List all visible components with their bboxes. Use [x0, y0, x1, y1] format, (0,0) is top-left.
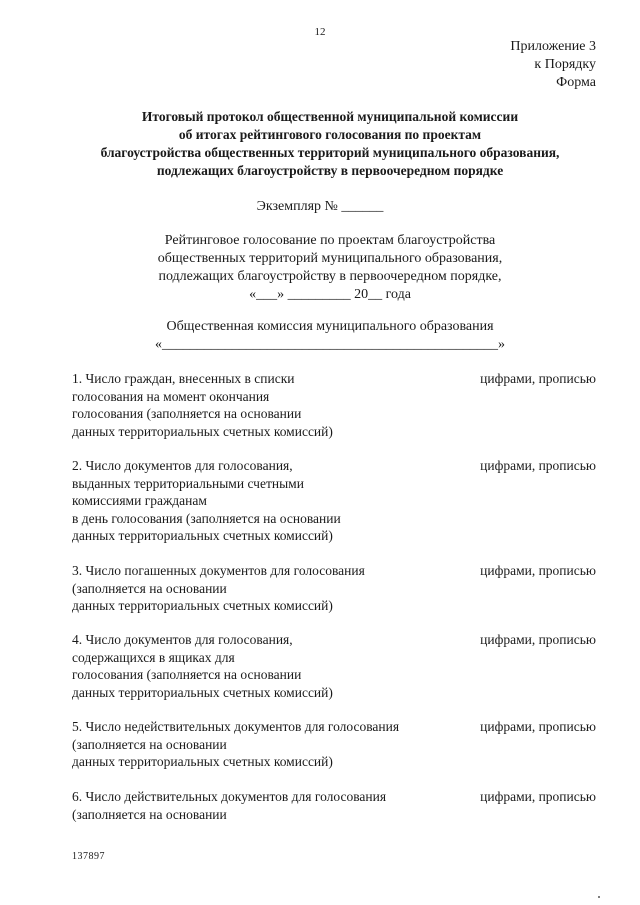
item-line: 1. Число граждан, внесенных в списки	[72, 371, 295, 386]
scan-artifact	[598, 896, 600, 898]
item-hint: цифрами, прописью	[480, 563, 596, 578]
document-code: 137897	[72, 851, 105, 862]
item-text	[72, 788, 462, 823]
protocol-item-6	[72, 788, 632, 823]
commission-name-blank: «________________________________________________»	[155, 337, 505, 352]
item-line: в день голосования (заполняется на основании	[72, 510, 341, 526]
item-text	[72, 631, 462, 701]
item-hint: цифрами, прописью	[480, 632, 596, 647]
item-line: голосования (заполняется на основании	[72, 667, 302, 682]
appendix-reference: к Порядку	[534, 57, 596, 72]
item-line: данных территориальных счетных комиссий)	[72, 598, 333, 613]
item-line: данных территориальных счетных комиссий)	[72, 528, 333, 543]
form-label: Форма	[556, 75, 596, 90]
title-line: благоустройства общественных территорий муниципального образования,	[100, 145, 560, 160]
voting-description	[40, 232, 620, 304]
voting-line: подлежащих благоустройству в первоочередном порядке,	[158, 269, 502, 284]
item-line: (заполняется на основании	[72, 580, 227, 596]
item-line: (заполняется на основании	[72, 806, 227, 822]
protocol-item-3	[72, 562, 632, 615]
item-hint: цифрами, прописью	[480, 719, 596, 734]
item-line: 5. Число недействительных документов для голосования	[72, 719, 400, 734]
item-line: 3. Число погашенных документов для голосования	[72, 563, 365, 578]
protocol-item-2	[72, 457, 632, 545]
voting-date-line: «___» _________ 20__ года	[249, 287, 411, 302]
item-line: данных территориальных счетных комиссий)	[72, 754, 333, 769]
item-line: (заполняется на основании	[72, 736, 227, 752]
item-hint: цифрами, прописью	[480, 458, 596, 473]
item-line: содержащихся в ящиках для	[72, 649, 235, 665]
appendix-label: Приложение 3	[510, 39, 596, 54]
item-text	[72, 718, 462, 771]
title-line: подлежащих благоустройству в первоочередном порядке	[156, 163, 504, 178]
title-line: об итогах рейтингового голосования по проектам	[178, 127, 482, 142]
copy-number-line: Экземпляр № ______	[256, 199, 384, 214]
protocol-item-4	[72, 631, 632, 701]
item-hint: цифрами, прописью	[480, 371, 596, 386]
item-text	[72, 370, 462, 440]
item-line: 6. Число действительных документов для голосования	[72, 789, 387, 804]
item-line: голосования (заполняется на основании	[72, 406, 302, 421]
item-line: данных территориальных счетных комиссий)	[72, 684, 333, 700]
voting-line: общественных территорий муниципального образования,	[157, 251, 503, 266]
item-hint: цифрами, прописью	[480, 789, 596, 804]
item-line: 4. Число документов для голосования,	[72, 632, 293, 647]
item-line: данных территориальных счетных комиссий)	[72, 423, 333, 439]
item-line: голосования на момент окончания	[72, 388, 270, 404]
title-line: Итоговый протокол общественной муниципальной комиссии	[141, 109, 519, 124]
item-line: 2. Число документов для голосования,	[72, 458, 293, 473]
voting-line: Рейтинговое голосование по проектам благоустройства	[164, 233, 496, 248]
commission-label: Общественная комиссия муниципального образования	[166, 319, 494, 334]
appendix-header	[510, 38, 596, 92]
protocol-item-5	[72, 718, 632, 771]
document-title	[40, 108, 620, 180]
page-number: 12	[314, 26, 326, 38]
item-text	[72, 457, 462, 545]
item-line: комиссиями гражданам	[72, 493, 207, 508]
item-text	[72, 562, 462, 615]
commission-block	[40, 318, 620, 354]
item-line: выданных территориальными счетными	[72, 475, 304, 491]
protocol-item-1	[72, 370, 632, 440]
